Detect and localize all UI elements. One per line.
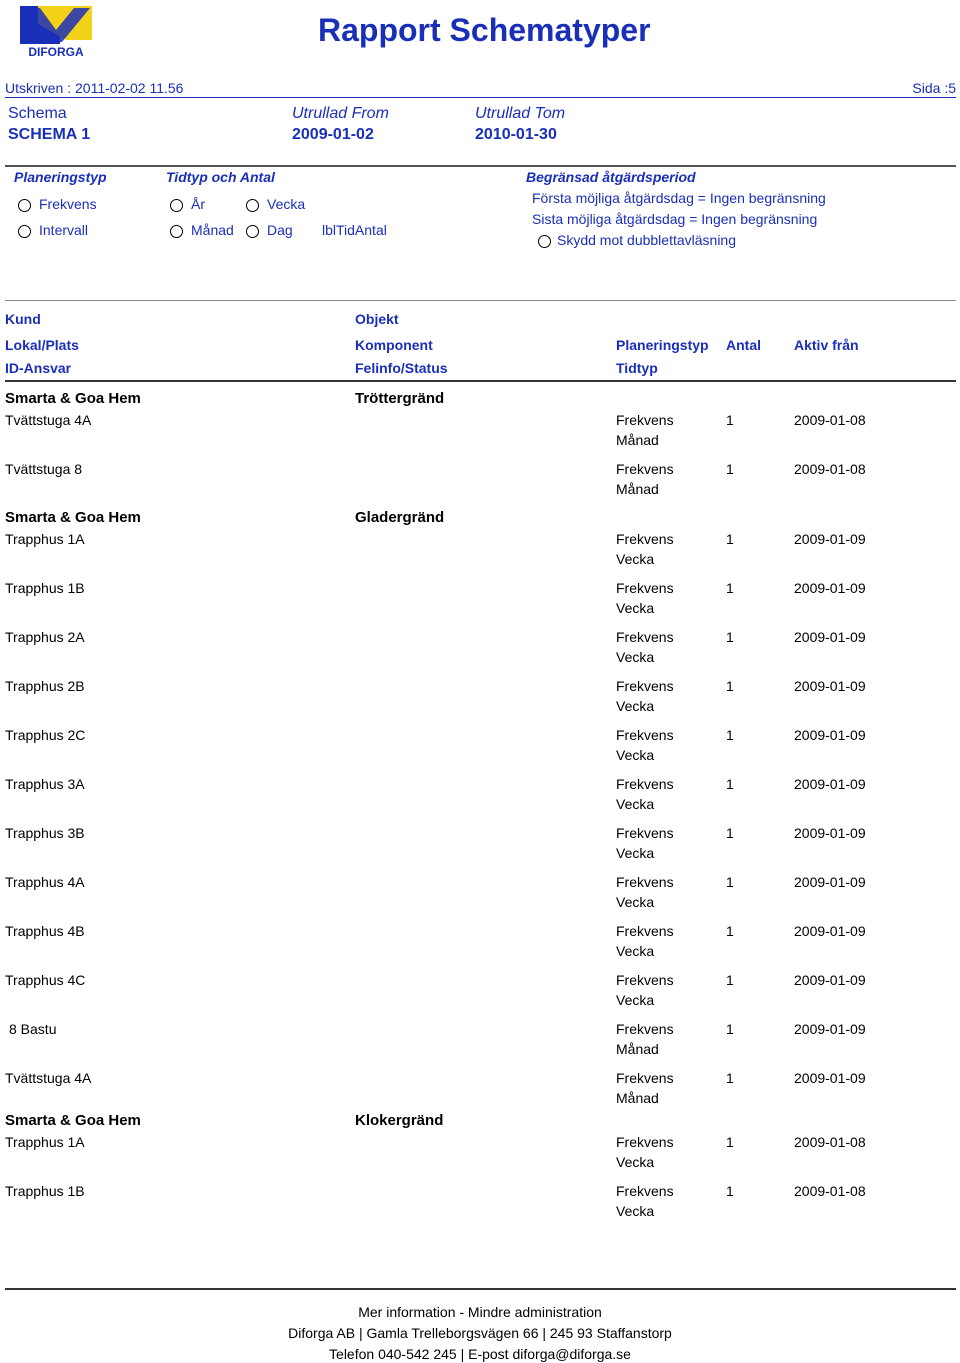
row-antal: 1 — [726, 629, 734, 645]
radio-vecka[interactable]: Vecka — [246, 196, 305, 212]
row-lokal: Tvättstuga 4A — [5, 412, 92, 428]
col-aktiv-fran: Aktiv från — [794, 337, 859, 353]
radio-ar[interactable]: År — [170, 196, 205, 212]
row-planeringstyp: Frekvens — [616, 727, 674, 743]
row-aktiv-fran: 2009-01-09 — [794, 972, 866, 988]
col-antal: Antal — [726, 337, 761, 353]
row-antal: 1 — [726, 412, 734, 428]
from-value: 2009-01-02 — [292, 126, 374, 143]
row-aktiv-fran: 2009-01-09 — [794, 1021, 866, 1037]
from-label: Utrullad From — [292, 105, 389, 122]
svg-text:DIFORGA: DIFORGA — [28, 45, 84, 59]
row-planeringstyp: Frekvens — [616, 825, 674, 841]
col-objekt: Objekt — [355, 311, 399, 327]
row-tidtyp: Vecka — [616, 796, 655, 812]
radio-icon — [170, 225, 183, 238]
group-objekt: Gladergränd — [355, 509, 445, 526]
row-antal: 1 — [726, 727, 734, 743]
radio-icon — [538, 235, 551, 248]
row-tidtyp: Månad — [616, 1041, 659, 1057]
row-planeringstyp: Frekvens — [616, 972, 674, 988]
radio-manad[interactable]: Månad — [170, 222, 234, 238]
col-komponent: Komponent — [355, 337, 433, 353]
schema-divider — [5, 165, 956, 167]
row-aktiv-fran: 2009-01-09 — [794, 825, 866, 841]
row-lokal: Trapphus 4B — [5, 923, 85, 939]
row-planeringstyp: Frekvens — [616, 1070, 674, 1086]
row-lokal: 8 Bastu — [9, 1021, 57, 1037]
row-tidtyp: Vecka — [616, 649, 655, 665]
row-antal: 1 — [726, 825, 734, 841]
row-aktiv-fran: 2009-01-09 — [794, 531, 866, 547]
row-aktiv-fran: 2009-01-08 — [794, 461, 866, 477]
table-top-line — [5, 300, 956, 301]
col-lokal: Lokal/Plats — [5, 337, 79, 353]
row-lokal: Trapphus 1B — [5, 1183, 85, 1199]
row-tidtyp: Vecka — [616, 1203, 655, 1219]
row-tidtyp: Vecka — [616, 894, 655, 910]
row-lokal: Tvättstuga 4A — [5, 1070, 92, 1086]
group-kund: Smarta & Goa Hem — [5, 1112, 141, 1129]
schema-label: Schema — [8, 105, 67, 122]
row-planeringstyp: Frekvens — [616, 531, 674, 547]
row-antal: 1 — [726, 874, 734, 890]
row-aktiv-fran: 2009-01-09 — [794, 629, 866, 645]
row-antal: 1 — [726, 923, 734, 939]
row-planeringstyp: Frekvens — [616, 923, 674, 939]
radio-icon — [246, 199, 259, 212]
row-antal: 1 — [726, 1183, 734, 1199]
row-aktiv-fran: 2009-01-09 — [794, 874, 866, 890]
radio-icon — [170, 199, 183, 212]
group-kund: Smarta & Goa Hem — [5, 390, 141, 407]
row-tidtyp: Vecka — [616, 1154, 655, 1170]
row-tidtyp: Vecka — [616, 992, 655, 1008]
row-planeringstyp: Frekvens — [616, 874, 674, 890]
row-planeringstyp: Frekvens — [616, 776, 674, 792]
row-lokal: Tvättstuga 8 — [5, 461, 83, 477]
row-antal: 1 — [726, 461, 734, 477]
footer-tagline: Mer information - Mindre administration — [358, 1304, 602, 1320]
radio-icon — [18, 225, 31, 238]
col-kund: Kund — [5, 311, 41, 327]
row-lokal: Trapphus 2B — [5, 678, 85, 694]
forsta-atgardsdag: Första möjliga åtgärdsdag = Ingen begränsning — [532, 190, 826, 206]
row-antal: 1 — [726, 1134, 734, 1150]
row-antal: 1 — [726, 1021, 734, 1037]
row-antal: 1 — [726, 580, 734, 596]
row-lokal: Trapphus 4A — [5, 874, 85, 890]
row-planeringstyp: Frekvens — [616, 580, 674, 596]
row-planeringstyp: Frekvens — [616, 412, 674, 428]
row-lokal: Trapphus 4C — [5, 972, 86, 988]
to-label: Utrullad Tom — [475, 105, 566, 122]
page-number: Sida :5 — [912, 80, 956, 96]
planeringstyp-label: Planeringstyp — [14, 169, 107, 185]
row-lokal: Trapphus 1A — [5, 531, 85, 547]
row-tidtyp: Vecka — [616, 600, 655, 616]
row-aktiv-fran: 2009-01-08 — [794, 1134, 866, 1150]
row-tidtyp: Månad — [616, 432, 659, 448]
col-planeringstyp: Planeringstyp — [616, 337, 709, 353]
group-kund: Smarta & Goa Hem — [5, 509, 141, 526]
col-id-ansvar: ID-Ansvar — [5, 360, 72, 376]
row-tidtyp: Vecka — [616, 747, 655, 763]
row-lokal: Trapphus 1A — [5, 1134, 85, 1150]
radio-icon — [18, 199, 31, 212]
diforga-logo — [16, 4, 96, 68]
header-divider — [5, 97, 956, 98]
radio-intervall[interactable]: Intervall — [18, 222, 88, 238]
row-planeringstyp: Frekvens — [616, 1183, 674, 1199]
to-value: 2010-01-30 — [475, 126, 557, 143]
begransad-label: Begränsad åtgärdsperiod — [526, 169, 696, 185]
row-aktiv-fran: 2009-01-09 — [794, 727, 866, 743]
printed-timestamp: Utskriven : 2011-02-02 11.56 — [5, 80, 184, 96]
row-tidtyp: Vecka — [616, 551, 655, 567]
row-antal: 1 — [726, 678, 734, 694]
row-planeringstyp: Frekvens — [616, 461, 674, 477]
col-tidtyp: Tidtyp — [616, 360, 658, 376]
row-aktiv-fran: 2009-01-08 — [794, 412, 866, 428]
report-title: Rapport Schematyper — [318, 12, 651, 48]
col-felinfo: Felinfo/Status — [355, 360, 448, 376]
row-tidtyp: Vecka — [616, 845, 655, 861]
row-planeringstyp: Frekvens — [616, 1021, 674, 1037]
row-antal: 1 — [726, 531, 734, 547]
row-planeringstyp: Frekvens — [616, 678, 674, 694]
row-antal: 1 — [726, 776, 734, 792]
schema-value: SCHEMA 1 — [8, 126, 91, 143]
radio-dag[interactable]: Dag — [246, 222, 293, 238]
footer-address: Diforga AB | Gamla Trelleborgsvägen 66 | 245 93 Staffanstorp — [288, 1325, 672, 1341]
row-tidtyp: Månad — [616, 481, 659, 497]
row-lokal: Trapphus 3A — [5, 776, 85, 792]
row-tidtyp: Vecka — [616, 698, 655, 714]
radio-icon — [246, 225, 259, 238]
footer-contact: Telefon 040-542 245 | E-post diforga@diforga.se — [329, 1346, 631, 1362]
radio-frekvens[interactable]: Frekvens — [18, 196, 97, 212]
row-aktiv-fran: 2009-01-09 — [794, 1070, 866, 1086]
row-lokal: Trapphus 1B — [5, 580, 85, 596]
lbl-tid-antal: lblTidAntal — [322, 222, 387, 238]
row-tidtyp: Vecka — [616, 943, 655, 959]
group-objekt: Tröttergränd — [355, 390, 445, 407]
row-aktiv-fran: 2009-01-09 — [794, 678, 866, 694]
group-objekt: Klokergränd — [355, 1112, 444, 1129]
footer-divider — [5, 1288, 956, 1290]
row-aktiv-fran: 2009-01-08 — [794, 1183, 866, 1199]
row-antal: 1 — [726, 1070, 734, 1086]
row-lokal: Trapphus 2A — [5, 629, 85, 645]
row-antal: 1 — [726, 972, 734, 988]
row-planeringstyp: Frekvens — [616, 1134, 674, 1150]
checkbox-skydd[interactable]: Skydd mot dubblettavläsning — [538, 232, 736, 248]
row-planeringstyp: Frekvens — [616, 629, 674, 645]
sista-atgardsdag: Sista möjliga åtgärdsdag = Ingen begränsning — [532, 211, 818, 227]
row-aktiv-fran: 2009-01-09 — [794, 923, 866, 939]
row-tidtyp: Månad — [616, 1090, 659, 1106]
table-header-line — [5, 380, 956, 382]
row-aktiv-fran: 2009-01-09 — [794, 580, 866, 596]
row-lokal: Trapphus 3B — [5, 825, 85, 841]
row-lokal: Trapphus 2C — [5, 727, 86, 743]
row-aktiv-fran: 2009-01-09 — [794, 776, 866, 792]
tidtyp-antal-label: Tidtyp och Antal — [166, 169, 275, 185]
